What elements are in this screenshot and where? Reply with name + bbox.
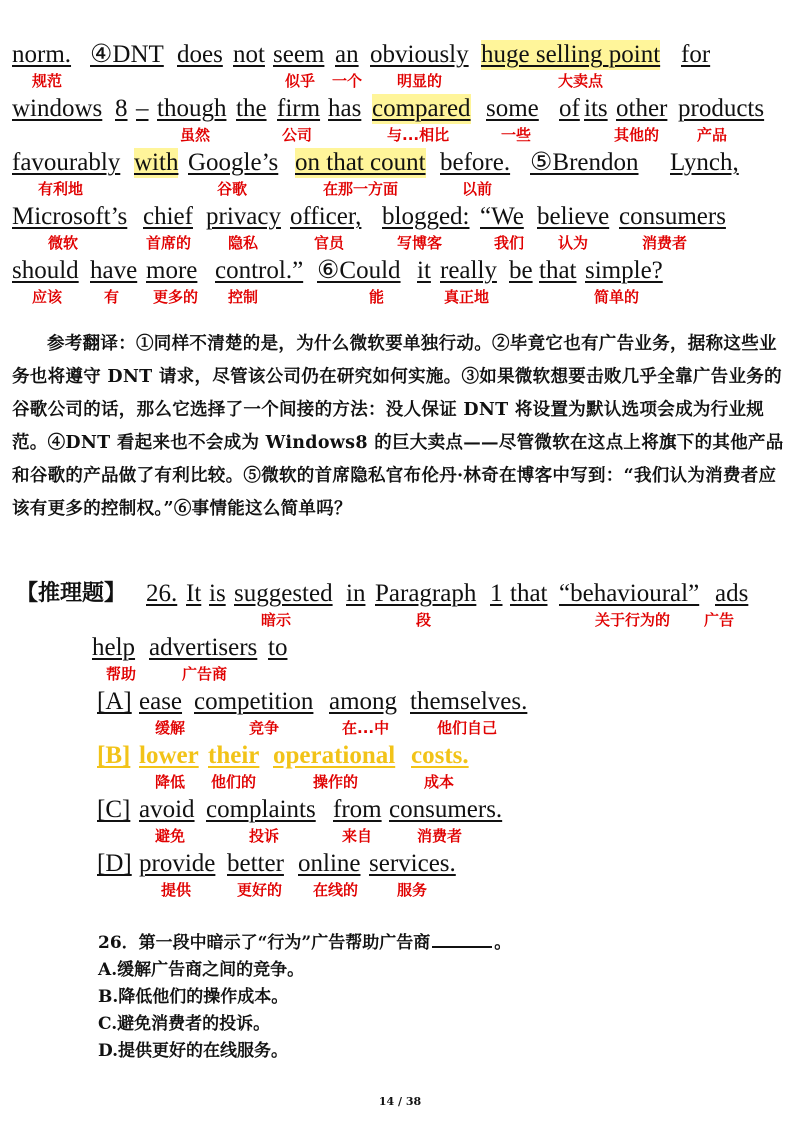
word: Microsoft’s <box>12 203 128 230</box>
highlighted-phrase: huge selling point <box>481 41 661 68</box>
option-letter: [B] <box>97 742 131 769</box>
word: obviously <box>370 41 469 68</box>
word: it <box>417 257 431 284</box>
gloss: 一些 <box>501 126 532 144</box>
word: that <box>539 257 577 284</box>
word: some <box>486 95 539 122</box>
highlighted-phrase: compared <box>372 95 471 122</box>
gloss: 广告商 <box>182 665 228 683</box>
word: of <box>559 95 580 122</box>
word: 8 <box>115 95 128 122</box>
gloss: 成本 <box>424 773 455 791</box>
word: have <box>90 257 138 284</box>
gloss: 提供 <box>161 881 192 899</box>
gloss: 大卖点 <box>558 72 604 90</box>
word: norm. <box>12 41 72 68</box>
chinese-question <box>98 928 511 1065</box>
word: windows <box>12 95 103 122</box>
word: from <box>333 796 382 823</box>
word: does <box>177 41 223 68</box>
gloss: 更多的 <box>153 288 199 306</box>
gloss: 能 <box>369 288 385 306</box>
gloss: 降低 <box>155 773 186 791</box>
gloss: 写博客 <box>397 234 443 252</box>
question-number: 26. <box>146 580 178 607</box>
word: “We <box>480 203 524 230</box>
word: Google’s <box>188 149 279 176</box>
word: more <box>146 257 198 284</box>
gloss: 控制 <box>228 288 259 306</box>
word: that <box>510 580 548 607</box>
word: blogged: <box>382 203 470 230</box>
gloss: 关于行为的 <box>595 611 671 629</box>
word: seem <box>273 41 325 68</box>
word: provide <box>139 850 216 877</box>
gloss: 首席的 <box>146 234 192 252</box>
word: really <box>440 257 497 284</box>
chinese-option-b: B.降低他们的操作成本。 <box>98 987 289 1007</box>
gloss: 在...中 <box>342 719 390 737</box>
gloss: 其他的 <box>614 126 660 144</box>
gloss: 他们的 <box>211 773 257 791</box>
word: believe <box>537 203 610 230</box>
reference-translation: 参考翻译：①同样不清楚的是，为什么微软要单独行动。②毕竟它也有广告业务，据称这些业务也将遵守 DNT 请求，尽管该公司仍在研究如何实施。③如果微软想要击败几乎全靠广告业务的谷歌公司的话，那么它选择了一个间接的方法：没人保证 DNT 将设置为默认选项会成为行业规范。④DNT 看起来也不会成为 Windows8 的巨大卖点——尽管微软在这点上将旗下的其他产品和谷歌的产品做了有利比较。⑤微软的首席隐私官布伦丹·林奇在博客中写到：“我们认为消费者应该有更多的控制权。”⑥事情能这么简单吗？ <box>12 334 784 519</box>
word: be <box>509 257 533 284</box>
gloss: 真正地 <box>444 288 490 306</box>
gloss: 在线的 <box>313 881 359 899</box>
gloss: 服务 <box>397 881 428 899</box>
gloss: 微软 <box>48 234 79 252</box>
gloss: 来自 <box>342 827 373 845</box>
word: products <box>678 95 765 122</box>
word: ads <box>715 580 749 607</box>
word: in <box>346 580 366 607</box>
gloss: 官员 <box>314 234 345 252</box>
gloss: 虽然 <box>180 126 211 144</box>
gloss: 有利地 <box>38 180 84 198</box>
gloss: 消费者 <box>642 234 688 252</box>
question-type-tag: 【推理题】 <box>16 581 127 606</box>
gloss: 暗示 <box>261 611 292 629</box>
word: among <box>329 688 398 715</box>
word: officer, <box>290 203 362 230</box>
gloss: 一个 <box>332 72 363 90</box>
word: better <box>227 850 284 877</box>
gloss: 明显的 <box>397 72 443 90</box>
gloss: 公司 <box>282 126 313 144</box>
word: ④DNT <box>90 41 164 68</box>
word: consumers <box>619 203 726 230</box>
word: firm <box>277 95 321 122</box>
word: an <box>335 41 359 68</box>
gloss: 认为 <box>558 234 589 252</box>
chinese-option-a: A.缓解广告商之间的竞争。 <box>98 960 305 980</box>
word: help <box>92 634 136 661</box>
gloss: 消费者 <box>417 827 463 845</box>
word: control.” <box>215 257 304 284</box>
word: consumers. <box>389 796 503 823</box>
word: ⑤Brendon <box>530 149 639 176</box>
word: avoid <box>139 796 195 823</box>
gloss: 似乎 <box>285 72 316 90</box>
gloss: 避免 <box>155 827 186 845</box>
gloss: 我们 <box>494 234 525 252</box>
word: Paragraph <box>375 580 477 607</box>
gloss: 段 <box>416 611 432 629</box>
word: advertisers <box>149 634 258 661</box>
gloss: 广告 <box>704 611 735 629</box>
gloss: 以前 <box>462 180 493 198</box>
word: operational <box>273 742 396 769</box>
word: services. <box>369 850 456 877</box>
word: though <box>157 95 227 122</box>
chinese-question-stem: 26．第一段中暗示了“行为”广告帮助广告商 。 <box>98 928 511 957</box>
word: competition <box>194 688 314 715</box>
word: costs. <box>411 742 469 769</box>
gloss: 帮助 <box>106 665 137 683</box>
word: is <box>209 580 226 607</box>
word: chief <box>143 203 193 230</box>
gloss: 更好的 <box>237 881 283 899</box>
gloss: 规范 <box>32 72 63 90</box>
word: “behavioural” <box>559 580 700 607</box>
word: ease <box>139 688 183 715</box>
page-number: 14 / 38 <box>378 1095 422 1108</box>
word: simple? <box>585 257 663 284</box>
option-letter: [D] <box>97 850 132 877</box>
word: – <box>136 95 149 122</box>
word: privacy <box>206 203 281 230</box>
option-letter: [A] <box>97 688 132 715</box>
gloss: 在那一方面 <box>323 180 399 198</box>
word: the <box>236 95 267 122</box>
word: It <box>186 580 202 607</box>
word: online <box>298 850 361 877</box>
word: before. <box>440 149 511 176</box>
gloss: 与...相比 <box>387 126 450 144</box>
option-letter: [C] <box>97 796 131 823</box>
chinese-option-d: D.提供更好的在线服务。 <box>98 1041 289 1061</box>
gloss: 产品 <box>697 126 728 144</box>
word: complaints <box>206 796 316 823</box>
word: Lynch, <box>670 149 739 176</box>
word: its <box>584 95 608 122</box>
word: should <box>12 257 79 284</box>
word: lower <box>139 742 199 769</box>
gloss: 谷歌 <box>217 180 248 198</box>
word: for <box>681 41 711 68</box>
gloss: 操作的 <box>313 773 359 791</box>
word: other <box>616 95 668 122</box>
gloss: 投诉 <box>249 827 280 845</box>
chinese-option-c: C.避免消费者的投诉。 <box>98 1014 271 1034</box>
gloss: 应该 <box>32 288 63 306</box>
word: not <box>233 41 265 68</box>
word: ⑥Could <box>317 257 401 284</box>
gloss: 竞争 <box>249 719 280 737</box>
highlighted-phrase: with <box>134 149 179 176</box>
answer-blank <box>432 928 492 948</box>
word: suggested <box>234 580 333 607</box>
word: 1 <box>490 580 503 607</box>
gloss: 简单的 <box>594 288 640 306</box>
gloss: 缓解 <box>155 719 186 737</box>
word: has <box>328 95 362 122</box>
gloss: 他们自己 <box>437 719 498 737</box>
word: favourably <box>12 149 121 176</box>
highlighted-phrase: on that count <box>295 149 426 176</box>
gloss: 隐私 <box>228 234 259 252</box>
word: their <box>208 742 260 769</box>
word: themselves. <box>410 688 528 715</box>
word: to <box>268 634 288 661</box>
gloss: 有 <box>104 288 120 306</box>
